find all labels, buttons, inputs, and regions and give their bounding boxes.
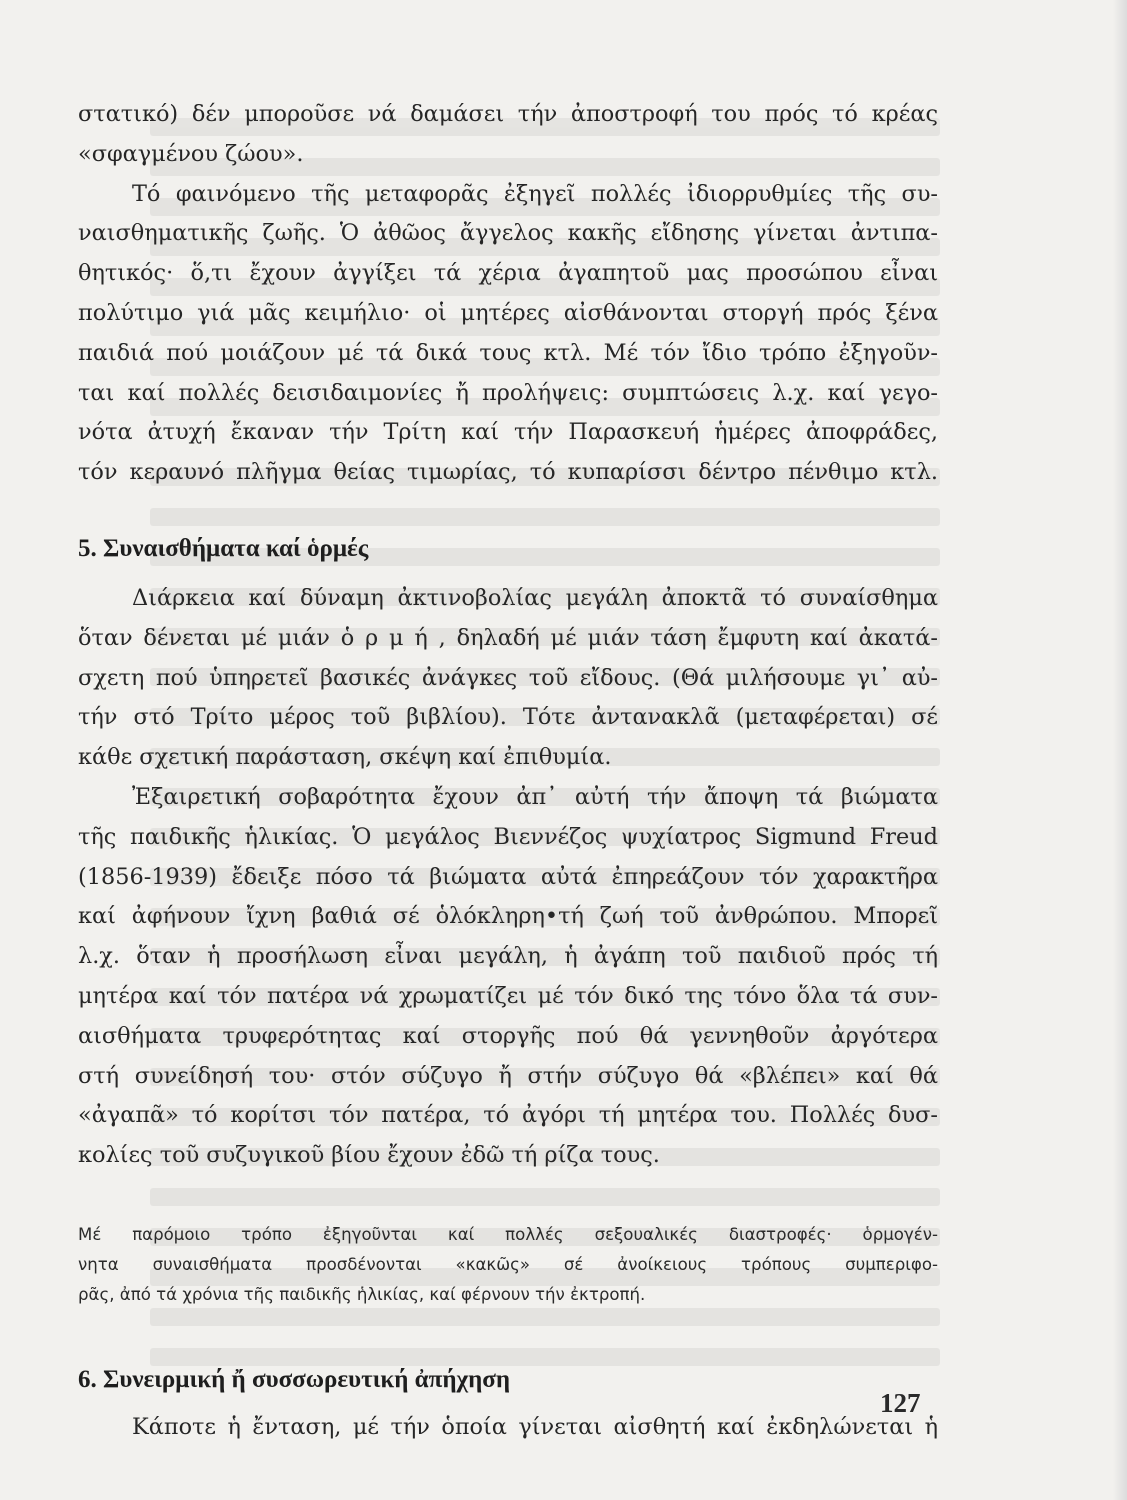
- text-line: νότα ἀτυχή ἔκαναν τήν Τρίτη καί τήν Παρασκευή ἡμέρες ἀποφράδες,: [78, 419, 938, 446]
- text-line: τήν στό Τρίτο μέρος τοῦ βιβλίου). Τότε ἀντανακλᾶ (μεταφέρεται) σέ: [78, 704, 938, 731]
- section-5-paragraph-1: [78, 579, 938, 778]
- section-5-heading: 5. Συναισθήματα καί ὁρμές: [78, 534, 369, 562]
- text-line: κολίες τοῦ συζυγικοῦ βίου ἔχουν ἐδῶ τή ρίζα τους.: [78, 1142, 660, 1169]
- note-line: ρᾶς, ἀπό τά χρόνια τῆς παιδικῆς ἡλικίας, καί φέρνουν τήν ἐκτροπή.: [78, 1284, 646, 1304]
- text-line: λ.χ. ὅταν ἡ προσήλωση εἶναι μεγάλη, ἡ ἀγάπη τοῦ παιδιοῦ πρός τή: [78, 943, 938, 970]
- opening-paragraph: [78, 95, 938, 175]
- text-line: Τό φαινόμενο τῆς μεταφορᾶς ἐξηγεῖ πολλές ἰδιορρυθμίες τῆς συ-: [132, 180, 938, 207]
- text-line: στατικό) δέν μποροῦσε νά δαμάσει τήν ἀποστροφή του πρός τό κρέας: [78, 101, 938, 127]
- text-line: Διάρκεια καί δύναμη ἀκτινοβολίας μεγάλη ἀποκτᾶ τό συναίσθημα: [132, 584, 938, 611]
- text-line: τῆς παιδικῆς ἡλικίας. Ὁ μεγάλος Βιεννέζος ψυχίατρος Sigmund Freud: [78, 823, 938, 850]
- text-line: πολύτιμο γιά μᾶς κειμήλιο· οἱ μητέρες αἰσθάνονται στοργή πρός ξένα: [78, 299, 938, 326]
- section-6-heading: 6. Συνειρμική ἤ συσσωρευτική ἀπήχηση: [78, 1365, 511, 1393]
- note-line: Μέ παρόμοιο τρόπο ἐξηγοῦνται καί πολλές σεξουαλικές διαστροφές· ὁρμογέν-: [78, 1224, 938, 1244]
- text-line: παιδιά πού μοιάζουν μέ τά δικά τους κτλ. Μέ τόν ἴδιο τρόπο ἐξηγοῦν-: [78, 339, 938, 366]
- metaphor-paragraph: [78, 175, 938, 493]
- page-edge-shadow: [1113, 0, 1127, 1500]
- text-line: Κάποτε ἡ ἔνταση, μέ τήν ὁποία γίνεται αἰσθητή καί ἐκδηλώνεται ἡ: [132, 1413, 938, 1440]
- text-line: «ἀγαπᾶ» τό κορίτσι τόν πατέρα, τό ἀγόρι τή μητέρα του. Πολλές δυσ-: [78, 1102, 938, 1129]
- text-line: αισθήματα τρυφερότητας καί στοργῆς πού θά γεννηθοῦν ἀργότερα: [78, 1022, 938, 1049]
- text-line: θητικός· ὅ,τι ἔχουν ἀγγίξει τά χέρια ἀγαπητοῦ μας προσώπου εἶναι: [78, 260, 938, 287]
- page-body: [78, 95, 938, 1448]
- text-line: μητέρα καί τόν πατέρα νά χρωματίζει μέ τόν δικό της τόνο ὅλα τά συν-: [78, 982, 938, 1009]
- text-line: «σφαγμένου ζώου».: [78, 140, 304, 167]
- section-5-paragraph-2: [78, 778, 938, 1176]
- text-line: τόν κεραυνό πλῆγμα θείας τιμωρίας, τό κυπαρίσσι δέντρο πένθιμο κτλ.: [78, 459, 938, 486]
- page-number: 127: [880, 1388, 921, 1418]
- text-line: ὅταν δένεται μέ μιάν ὁ ρ μ ή , δηλαδή μέ μιάν τάση ἔμφυτη καί ἀκατά-: [78, 624, 938, 651]
- text-line: ται καί πολλές δεισιδαιμονίες ἤ προλήψεις: συμπτώσεις λ.χ. καί γεγο-: [78, 379, 938, 406]
- note-line: νητα συναισθήματα προσδένονται «κακῶς» σέ ἀνοίκειους τρόπους συμπεριφο-: [78, 1254, 938, 1274]
- section-5-note: [78, 1220, 938, 1310]
- text-line: κάθε σχετική παράσταση, σκέψη καί ἐπιθυμία.: [78, 744, 612, 771]
- text-line: σχετη πού ὑπηρετεῖ βασικές ἀνάγκες τοῦ εἴδους. (Θά μιλήσουμε γι᾽ αὐ-: [78, 664, 938, 691]
- text-line: καί ἀφήνουν ἴχνη βαθιά σέ ὁλόκληρη•τή ζωή τοῦ ἀνθρώπου. Μπορεῖ: [78, 903, 938, 930]
- text-line: Ἐξαιρετική σοβαρότητα ἔχουν ἀπ᾽ αὐτή τήν ἄποψη τά βιώματα: [132, 783, 938, 810]
- text-line: (1856-1939) ἔδειξε πόσο τά βιώματα αὐτά ἐπηρεάζουν τόν χαρακτῆρα: [78, 863, 938, 890]
- text-line: ναισθηματικῆς ζωῆς. Ὁ ἀθῶος ἄγγελος κακῆς εἴδησης γίνεται ἀντιπα-: [78, 220, 938, 247]
- section-6-paragraph: [78, 1408, 938, 1448]
- text-line: στή συνείδησή του· στόν σύζυγο ἤ στήν σύζυγο θά «βλέπει» καί θά: [78, 1062, 938, 1089]
